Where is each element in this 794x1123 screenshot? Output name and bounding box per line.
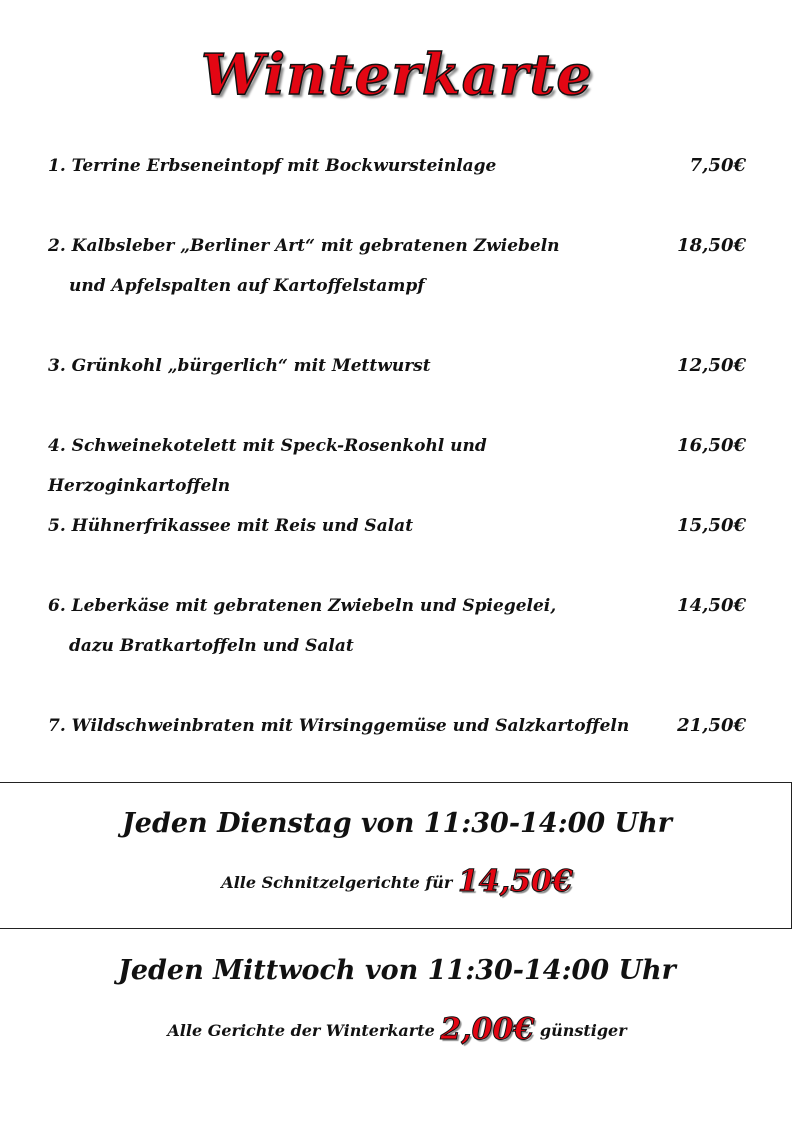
menu-item-line: 6. Leberkäse mit gebratenen Zwiebeln und Spiegelei, bbox=[48, 596, 557, 616]
tuesday-promo-box bbox=[0, 782, 792, 929]
tuesday-promo-price: 14,50€ bbox=[457, 864, 573, 899]
menu-item-description bbox=[48, 706, 658, 746]
menu-item-description bbox=[48, 586, 658, 666]
menu-item-line-2: dazu Bratkartoffeln und Salat bbox=[69, 636, 354, 656]
menu-item-line: 5. Hühnerfrikassee mit Reis und Salat bbox=[48, 516, 414, 536]
wednesday-promo-line bbox=[0, 1012, 794, 1047]
wednesday-promo-suffix: günstiger bbox=[539, 1021, 627, 1040]
menu-item-line: 4. Schweinekotelett mit Speck-Rosenkohl und Herzoginkartoffeln bbox=[48, 436, 487, 496]
wednesday-promo-amount: 2,00€ bbox=[440, 1012, 535, 1047]
menu-item-price: 18,50€ bbox=[677, 235, 746, 256]
menu-item-description bbox=[48, 146, 658, 186]
menu-item-description bbox=[48, 226, 658, 306]
menu-item-line: 3. Grünkohl „bürgerlich“ mit Mettwurst bbox=[48, 356, 431, 376]
menu-title: Winterkarte bbox=[201, 42, 593, 108]
menu-item-price: 15,50€ bbox=[677, 515, 746, 536]
menu-item-price: 21,50€ bbox=[677, 715, 746, 736]
menu-item-line-2: und Apfelspalten auf Kartoffelstampf bbox=[69, 276, 425, 296]
menu-item-description bbox=[48, 426, 658, 506]
menu-item-description bbox=[48, 506, 658, 546]
wednesday-promo-text: Alle Gerichte der Winterkarte bbox=[167, 1021, 435, 1040]
menu-item-price: 7,50€ bbox=[689, 155, 746, 176]
tuesday-promo-text: Alle Schnitzelgerichte für bbox=[221, 873, 453, 892]
menu-item-line: 2. Kalbsleber „Berliner Art“ mit gebratenen Zwiebeln bbox=[48, 236, 560, 256]
menu-item-price: 12,50€ bbox=[677, 355, 746, 376]
tuesday-promo-line bbox=[0, 864, 794, 899]
menu-item-line: 1. Terrine Erbseneintopf mit Bockwursteinlage bbox=[48, 156, 497, 176]
menu-item-price: 16,50€ bbox=[677, 435, 746, 456]
tuesday-promo-heading: Jeden Dienstag von 11:30-14:00 Uhr bbox=[122, 808, 672, 839]
menu-item-line: 7. Wildschweinbraten mit Wirsinggemüse und Salzkartoffeln bbox=[48, 716, 630, 736]
menu-item-price: 14,50€ bbox=[677, 595, 746, 616]
wednesday-promo-heading: Jeden Mittwoch von 11:30-14:00 Uhr bbox=[118, 955, 676, 986]
menu-item-description bbox=[48, 346, 658, 386]
